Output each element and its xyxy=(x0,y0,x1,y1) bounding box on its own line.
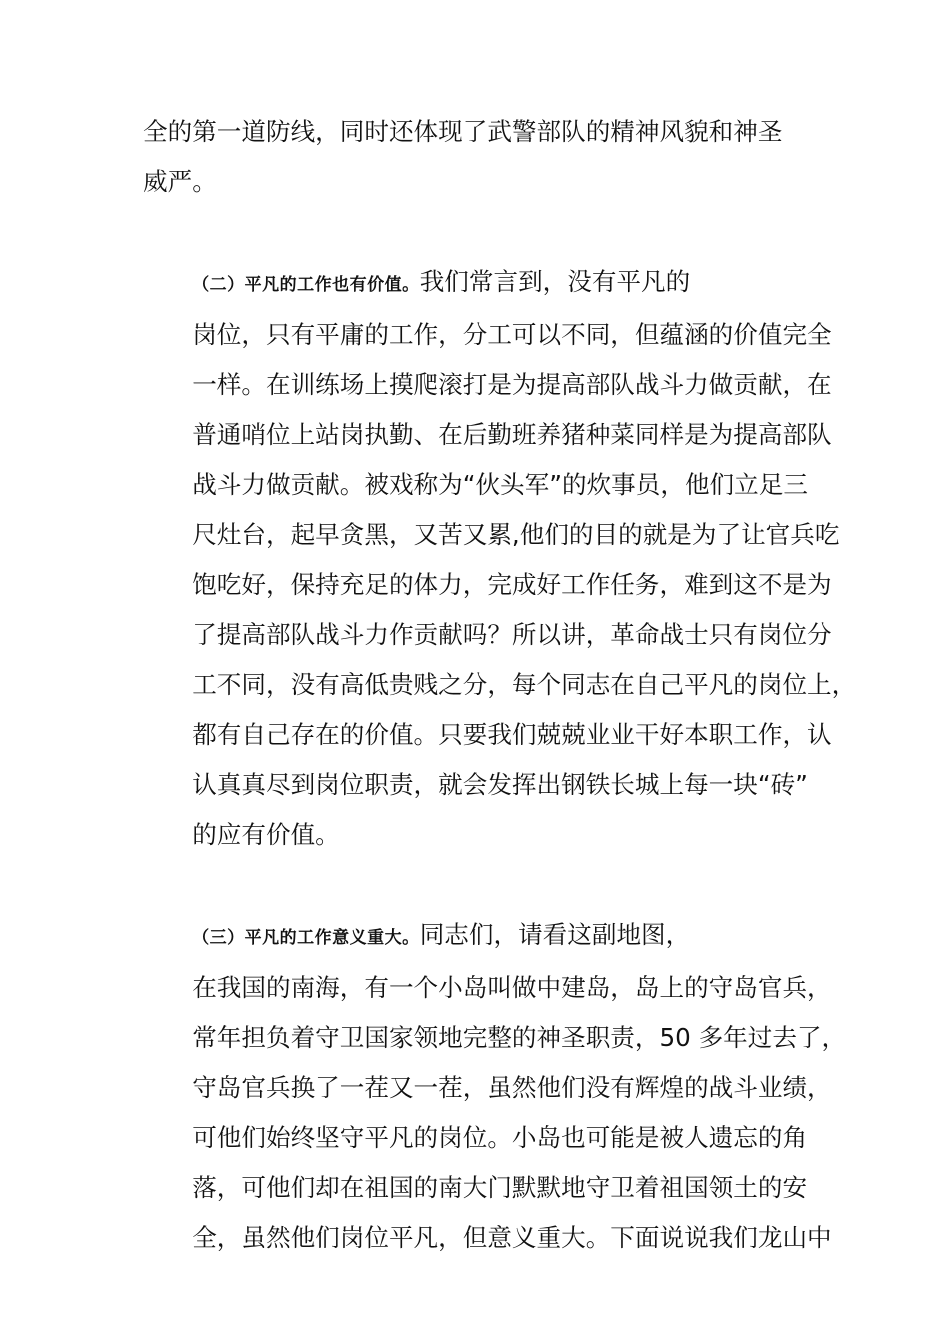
section-heading: （二）平凡的工作也有价值。 xyxy=(192,275,420,295)
text-line: 威严。 xyxy=(143,167,217,196)
text-line xyxy=(143,257,811,310)
paragraph-spacer xyxy=(143,207,811,257)
text-line: 全的第一道防线，同时还体现了武警部队的精神风貌和神圣 xyxy=(143,117,783,146)
text-line: 在我国的南海，有一个小岛叫做中建岛，岛上的守岛官兵， xyxy=(192,973,832,1002)
text-line: 认真真尽到岗位职责，就会发挥出钢铁长城上每一块“砖” xyxy=(192,770,808,799)
text-line: 落，可他们却在祖国的南大门默默地守卫着祖国领土的安 xyxy=(192,1173,808,1202)
text-line xyxy=(143,910,811,963)
text-line: 普通哨位上站岗执勤、在后勤班养猪种菜同样是为提高部队 xyxy=(192,420,832,449)
text-segment: 我们常言到，没有平凡的 xyxy=(419,267,691,296)
text-line: 常年担负着守卫国家领地完整的神圣职责，50 多年过去了， xyxy=(192,1023,847,1052)
text-line: 都有自己存在的价值。只要我们兢兢业业干好本职工作，认 xyxy=(192,720,832,749)
text-line: 的应有价值。 xyxy=(192,820,340,849)
text-segment: 同志们，请看这副地图， xyxy=(419,920,691,949)
text-line: 守岛官兵换了一茬又一茬，虽然他们没有辉煌的战斗业绩， xyxy=(192,1073,832,1102)
text-line: 工不同，没有高低贵贱之分，每个同志在自己平凡的岗位上， xyxy=(192,670,857,699)
paragraph-continued xyxy=(143,107,811,207)
text-line: 全，虽然他们岗位平凡，但意义重大。下面说说我们龙山中 xyxy=(192,1223,832,1252)
paragraph-section-2 xyxy=(143,257,857,860)
paragraph-section-3 xyxy=(143,910,847,1263)
paragraph-spacer xyxy=(143,860,811,910)
text-line: 一样。在训练场上摸爬滚打是为提高部队战斗力做贡献，在 xyxy=(192,370,832,399)
section-heading: （三）平凡的工作意义重大。 xyxy=(192,928,420,948)
text-line: 尺灶台，起早贪黑，又苦又累,他们的目的就是为了让官兵吃 xyxy=(192,520,840,549)
text-line: 饱吃好，保持充足的体力，完成好工作任务，难到这不是为 xyxy=(192,570,832,599)
text-line: 战斗力做贡献。被戏称为“伙头军”的炊事员，他们立足三 xyxy=(192,470,808,499)
document-page xyxy=(143,107,857,1263)
text-line: 岗位，只有平庸的工作，分工可以不同，但蕴涵的价值完全 xyxy=(192,320,832,349)
text-line: 可他们始终坚守平凡的岗位。小岛也可能是被人遗忘的角 xyxy=(192,1123,808,1152)
text-line: 了提高部队战斗力作贡献吗？所以讲，革命战士只有岗位分 xyxy=(192,620,832,649)
